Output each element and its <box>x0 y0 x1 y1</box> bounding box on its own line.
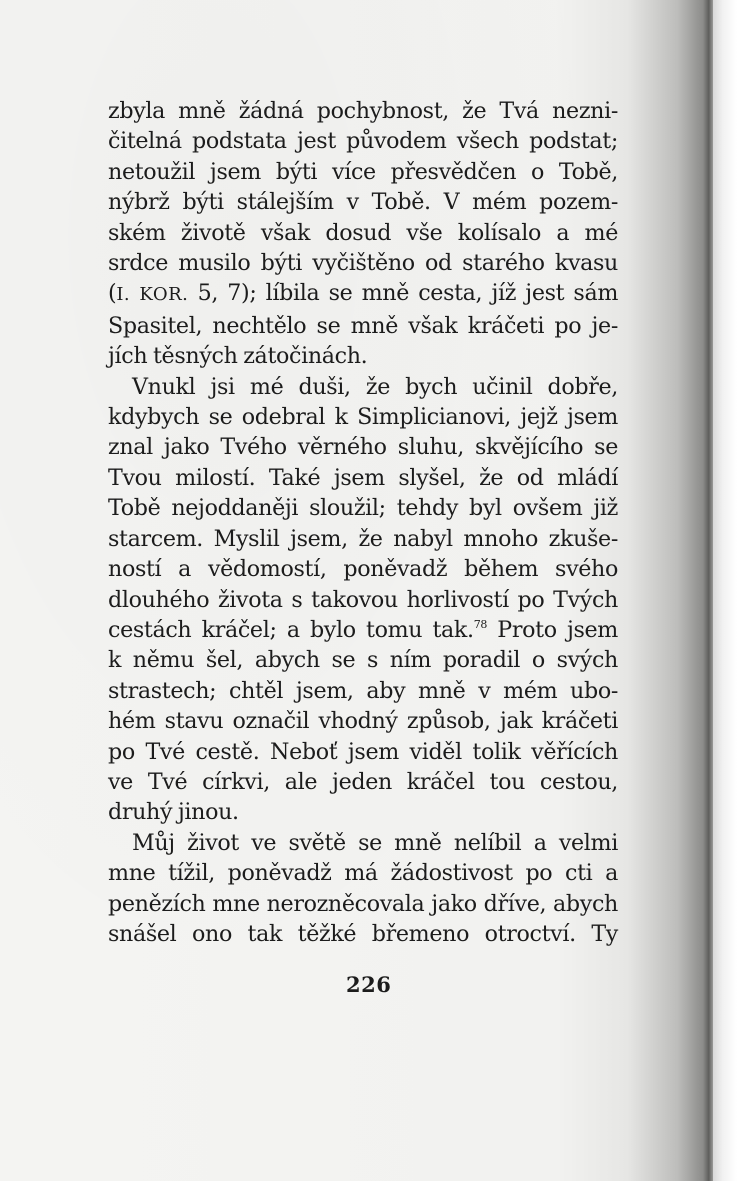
text-line: ve Tvé církvi, ale jeden kráčel tou cestou, <box>108 768 618 795</box>
text-line: ském životě však dosud vše kolísalo a mé <box>108 219 618 246</box>
footnote-line <box>108 615 618 645</box>
text-line: mne tížil, poněvadž má žádostivost po cti a <box>108 860 618 887</box>
reference-rest: 5, 7); líbila se mně cesta, jíž jest sám <box>188 280 619 307</box>
footnote-marker: 78 <box>473 617 488 631</box>
text-line: Vnukl jsi mé duši, že bych učinil dobře, <box>132 373 618 400</box>
text-line: dlouhého života s takovou horlivostí po Tvých <box>108 586 618 613</box>
footnote-line-after: Proto jsem <box>487 616 618 643</box>
text-line: nýbrž býti stálejším v Tobě. V mém pozem- <box>108 189 618 216</box>
paren-open: ( <box>108 280 117 307</box>
footnote-line-before: cestách kráčel; a bylo tomu tak. <box>108 616 474 643</box>
text-line: jích těsných zátočinách. <box>108 343 368 370</box>
reference-number: I. <box>116 284 131 306</box>
text-line: ností a vědomostí, poněvadž během svého <box>108 556 618 583</box>
text-line: k němu šel, abych se s ním poradil o svých <box>108 647 618 674</box>
text-line: Spasitel, nechtělo se mně však kráčeti po je- <box>108 312 618 339</box>
text-line: penězích mne nerozněcovala jako dříve, abych <box>108 890 618 917</box>
bible-reference-line <box>108 278 618 310</box>
text-line: starcem. Myslil jsem, že nabyl mnoho zkuše- <box>108 525 618 552</box>
text-line: druhý jinou. <box>108 799 239 826</box>
text-line: srdce musilo býti vyčištěno od starého kvasu <box>108 250 618 277</box>
text-line: Tobě nejoddaněji sloužil; tehdy byl ovšem již <box>108 495 618 522</box>
text-line: Tvou milostí. Také jsem slyšel, že od mládí <box>108 464 618 491</box>
text-line: snášel ono tak těžké břemeno otroctví. Ty <box>108 920 618 947</box>
text-line: kdybych se odebral k Simplicianovi, jejž jsem <box>108 404 618 431</box>
text-line: zbyla mně žádná pochybnost, že Tvá nezni- <box>108 98 618 124</box>
text-line: čitelná podstata jest původem všech podstat; <box>108 128 618 155</box>
text-line: Můj život ve světě se mně nelíbil a velmi <box>132 829 618 856</box>
text-line: po Tvé cestě. Neboť jsem viděl tolik věřících <box>108 738 618 765</box>
reference-book: KOR. <box>139 284 189 306</box>
text-line: hém stavu označil vhodný způsob, jak kráčeti <box>108 708 618 735</box>
page-body-text <box>108 96 618 949</box>
text-line: znal jako Tvého věrného sluhu, skvějícího se <box>108 434 618 461</box>
text-line: netoužil jsem býti více přesvědčen o Tobě, <box>108 158 618 185</box>
page-number: 226 <box>346 972 392 997</box>
binding-edge-shadow <box>713 0 753 1181</box>
text-line: strastech; chtěl jsem, aby mně v mém ubo- <box>108 677 618 704</box>
